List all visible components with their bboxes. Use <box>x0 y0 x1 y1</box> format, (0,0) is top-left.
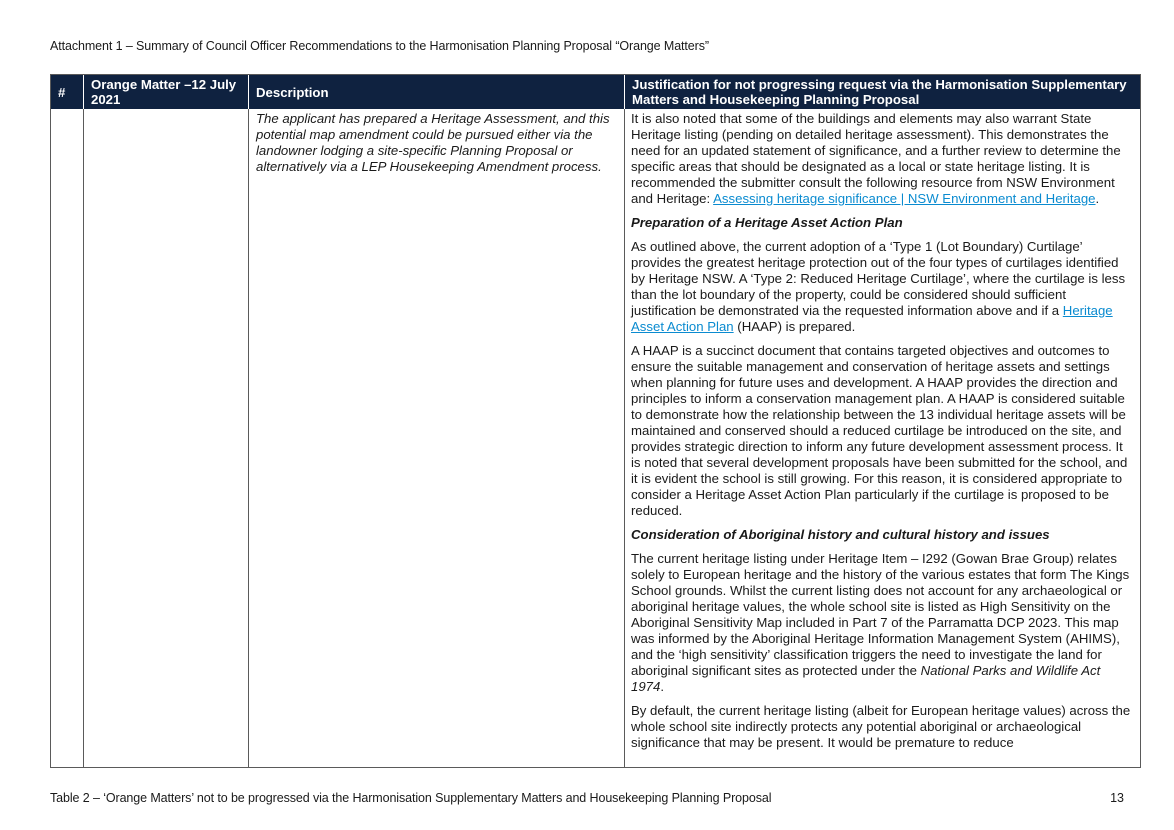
paragraph-end: (HAAP) is prepared. <box>733 319 856 334</box>
recommendations-table <box>50 74 1141 768</box>
heading-heritage-asset-action-plan: Preparation of a Heritage Asset Action Plan <box>631 215 903 230</box>
justification-paragraph-4 <box>631 551 1133 695</box>
column-header-justification: Justification for not progressing request via the Harmonisation Supplementary Matters and Housekeeping Planning Proposal <box>632 77 1127 107</box>
justification-paragraph-2 <box>631 239 1133 335</box>
cell-description: The applicant has prepared a Heritage Assessment, and this potential map amendment could be pursued either via the landowner lodging a site-specific Planning Proposal or alternatively via a LEP Housekeeping Amendment process. <box>249 109 625 767</box>
page-footer: Table 2 – ‘Orange Matters’ not to be progressed via the Harmonisation Supplementary Matters and Housekeeping Planning Proposal <box>50 791 772 805</box>
table-header-row <box>51 75 1140 109</box>
justification-paragraph-5: By default, the current heritage listing (albeit for European heritage values) across the whole school site indirectly protects any potential aboriginal or archaeological significance that may be present. It would be premature to reduce <box>631 703 1131 750</box>
paragraph-text: It is also noted that some of the buildings and elements may also warrant State Heritage listing (pending on detailed heritage assessment). This demonstrates the need for an updated statement of significance, and a further review to determine the specific areas that should be designated as a local or state heritage listing. It is recommended the submitter consult the following resource from NSW Environment and Heritage: <box>631 111 1121 206</box>
justification-paragraph-3: A HAAP is a succinct document that contains targeted objectives and outcomes to ensure the suitable management and conservation of heritage assets and settings when planning for future uses and development. A HAAP provides the direction and principles to inform a conservation management plan. A HAAP is considered suitable to demonstrate how the relationship between the 13 individual heritage assets will be maintained and conserved should a reduced curtilage be introduced on the site, and provides strategic direction to inform any future development assessment process. It is noted that several development proposals have been submitted for the school, and it is evident the school is still growing. For this reason, it is considered appropriate to consider a Heritage Asset Action Plan particularly if the curtilage is proposed to be reduced. <box>631 343 1128 518</box>
cell-orange-matter <box>84 109 249 767</box>
act-name: National Parks and Wildlife Act 1974 <box>631 663 1101 694</box>
column-header-orange-matter: Orange Matter –12 July 2021 <box>84 75 249 109</box>
link-assessing-heritage-significance[interactable]: Assessing heritage significance | NSW Environment and Heritage <box>713 191 1096 206</box>
paragraph-end: . <box>660 679 665 694</box>
cell-justification <box>625 109 1140 767</box>
heading-aboriginal-history: Consideration of Aboriginal history and cultural history and issues <box>631 527 1050 542</box>
paragraph-end: . <box>1095 191 1100 206</box>
column-header-number: # <box>51 75 84 109</box>
table-row <box>51 109 1140 767</box>
cell-number <box>51 109 84 767</box>
page-number: 13 <box>1110 791 1124 805</box>
justification-paragraph-1 <box>631 111 1133 207</box>
paragraph-text: As outlined above, the current adoption of a ‘Type 1 (Lot Boundary) Curtilage’ provides the greatest heritage protection out of the four types of curtilages identified by Heritage NSW. A ‘Type 2: Reduced Heritage Curtilage’, where the curtilage is less than the lot boundary of the property, could be considered should sufficient justification be demonstrated via the requested information above and if a <box>631 239 1126 318</box>
paragraph-text: The current heritage listing under Heritage Item – I292 (Gowan Brae Group) relates solely to European heritage and the history of the various estates that form The Kings School grounds. Whilst the current listing does not account for any archaeological or aboriginal heritage values, the whole school site is listed as High Sensitivity on the Aboriginal Sensitivity Map included in Part 7 of the Parramatta DCP 2023. This map was informed by the Aboriginal Heritage Information Management System (AHIMS), and the ‘high sensitivity’ classification triggers the need to investigate the land for aboriginal significant sites as protected under the <box>631 551 1130 678</box>
page-header: Attachment 1 – Summary of Council Officer Recommendations to the Harmonisation Planning Proposal “Orange Matters” <box>50 39 709 53</box>
link-heritage-asset-action-plan[interactable]: Heritage Asset Action Plan <box>631 303 1113 334</box>
column-header-description: Description <box>249 75 625 109</box>
